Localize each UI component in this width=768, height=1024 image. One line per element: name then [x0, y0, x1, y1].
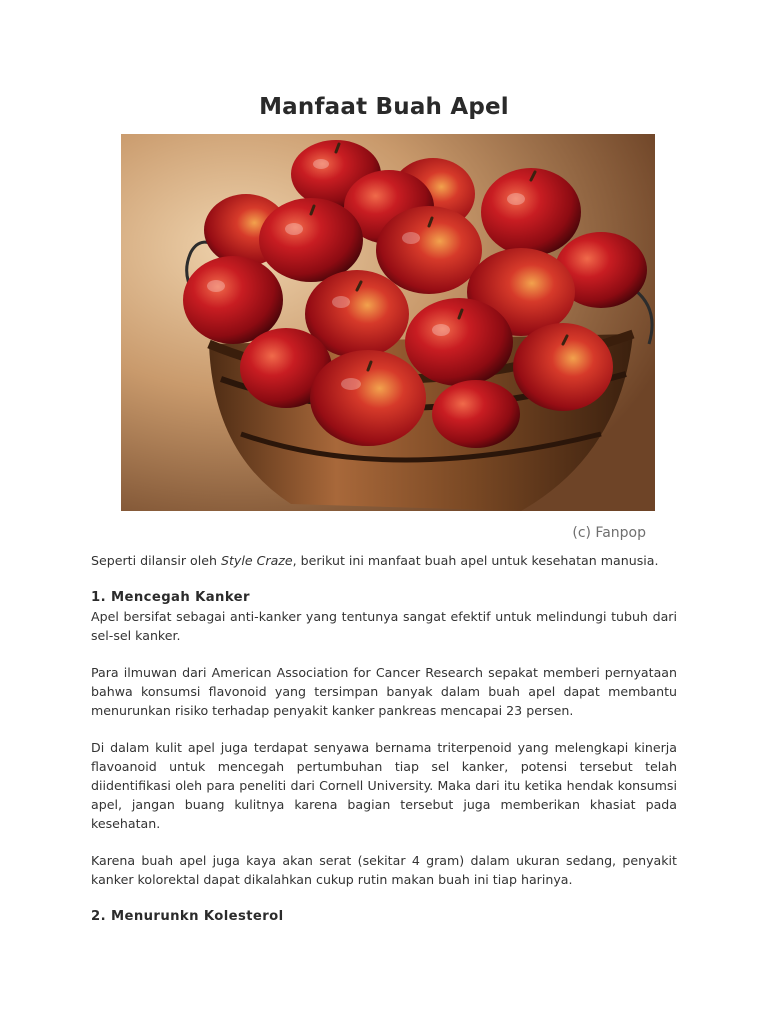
intro-text-before: Seperti dilansir oleh — [91, 553, 221, 568]
cancer-paragraph-1: Apel bersifat sebagai anti-kanker yang tentunya sangat efektif untuk melindungi tubuh dari sel-sel kanker. — [91, 609, 677, 643]
image-caption: (c) Fanpop — [572, 525, 646, 541]
apple-basket-photo — [121, 134, 655, 511]
intro-text-after: , berikut ini manfaat buah apel untuk kesehatan manusia. — [292, 553, 659, 568]
intro-paragraph — [91, 551, 677, 570]
section-heading-cancer: 1. Mencegah Kanker — [91, 590, 250, 605]
cancer-paragraph-3: Di dalam kulit apel juga terdapat senyawa bernama triterpenoid yang melengkapi kinerja flavoanoid untuk mencegah pertumbuhan tiap sel kanker, potensi tersebut telah diidentifikasi oleh para peneliti dari Cornell University. Maka dari itu ketika hendak konsumsi apel, jangan buang kulitnya karena bagian tersebut juga memberikan khasiat pada kesehatan. — [91, 740, 677, 831]
page-title: Manfaat Buah Apel — [259, 94, 509, 120]
apple-basket-illustration — [121, 134, 655, 511]
cancer-paragraph-4: Karena buah apel juga kaya akan serat (sekitar 4 gram) dalam ukuran sedang, penyakit kanker kolorektal dapat dikalahkan cukup rutin makan buah ini tiap harinya. — [91, 853, 677, 887]
article-body — [91, 549, 677, 926]
source-name: Style Craze — [220, 553, 293, 568]
cancer-paragraph-2: Para ilmuwan dari American Association for Cancer Research sepakat memberi pernyataan bahwa konsumsi flavonoid yang tersimpan banyak dalam buah apel dapat membantu menurunkan risiko terhadap penyakit kanker pankreas mencapai 23 persen. — [91, 665, 677, 718]
section-heading-cholesterol: 2. Menurunkn Kolesterol — [91, 909, 284, 924]
